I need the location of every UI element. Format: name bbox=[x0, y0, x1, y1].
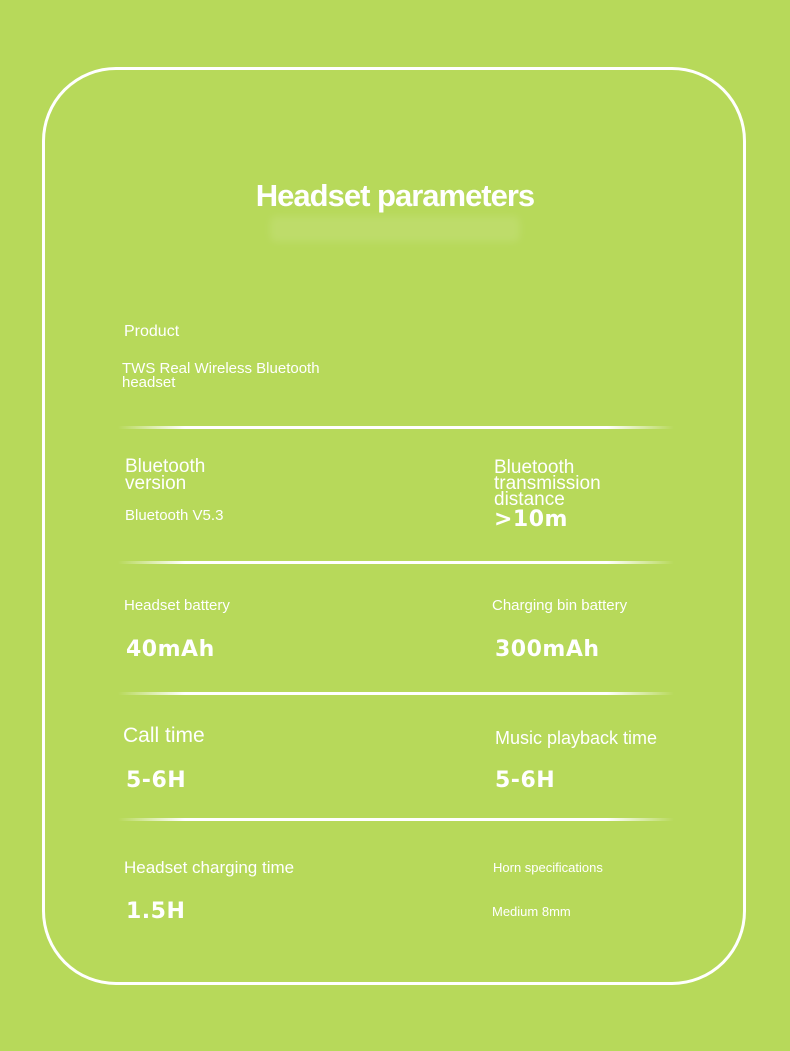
product-value-line1: TWS Real Wireless Bluetooth bbox=[122, 360, 320, 377]
call-time-value: 5-6H bbox=[126, 768, 187, 793]
bt-distance-label-line1: Bluetooth bbox=[494, 457, 575, 478]
divider bbox=[118, 692, 674, 695]
page-title: Headset parameters bbox=[255, 178, 535, 213]
bt-distance-label-line2: transmission bbox=[494, 473, 601, 494]
bin-battery-value: 300mAh bbox=[495, 637, 600, 662]
divider bbox=[118, 561, 674, 564]
charging-time-value: 1.5H bbox=[126, 899, 186, 924]
bt-distance-value: >10m bbox=[494, 507, 568, 532]
call-time-label: Call time bbox=[123, 724, 205, 747]
product-value-line2: headset bbox=[122, 374, 176, 391]
horn-value: Medium 8mm bbox=[492, 904, 571, 919]
divider bbox=[118, 426, 674, 429]
divider bbox=[118, 818, 674, 821]
bt-version-label-line1: Bluetooth bbox=[125, 456, 206, 477]
bt-version-label-line2: version bbox=[125, 473, 187, 494]
title-shadow-decoration bbox=[270, 216, 520, 242]
bt-version-value: Bluetooth V5.3 bbox=[125, 507, 224, 524]
bin-battery-label: Charging bin battery bbox=[492, 597, 628, 614]
headset-battery-value: 40mAh bbox=[126, 637, 215, 662]
horn-label: Horn specifications bbox=[493, 860, 603, 875]
music-time-value: 5-6H bbox=[495, 768, 556, 793]
headset-battery-label: Headset battery bbox=[124, 597, 230, 614]
bt-distance-label-line3: distance bbox=[494, 489, 565, 510]
music-time-label: Music playback time bbox=[495, 728, 658, 748]
product-label: Product bbox=[124, 323, 180, 340]
charging-time-label: Headset charging time bbox=[124, 858, 295, 877]
